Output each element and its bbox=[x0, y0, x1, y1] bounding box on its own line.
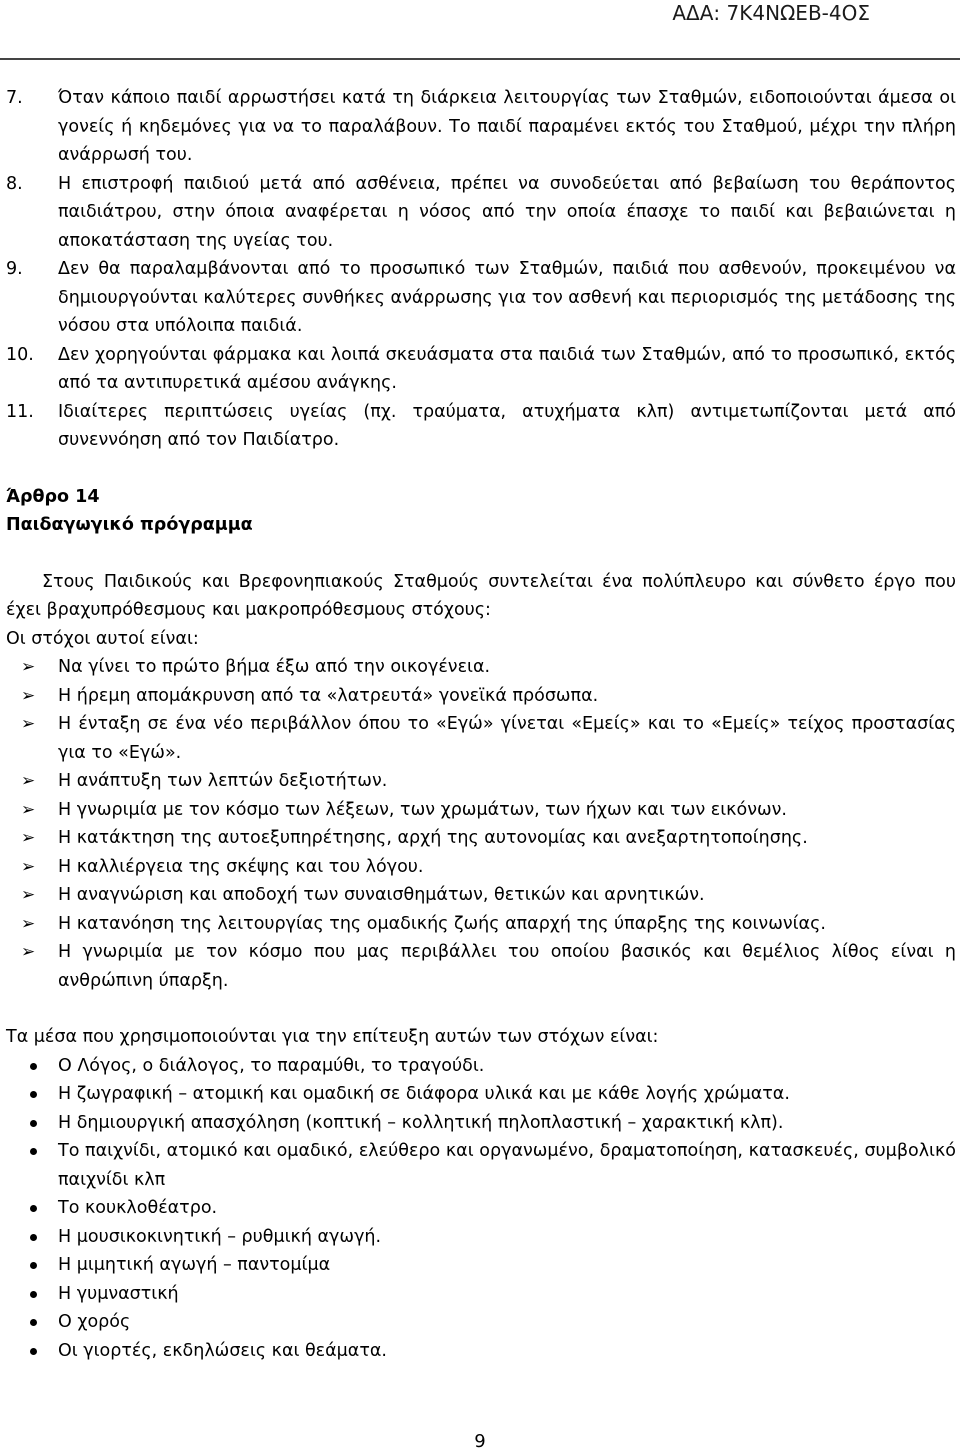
list-item: ➢ Η ήρεμη απομάκρυνση από τα «λατρευτά» γονεϊκά πρόσωπα. bbox=[6, 682, 956, 711]
bullet-dot-icon bbox=[30, 1063, 37, 1070]
list-item: Ο Λόγος, ο διάλογος, το παραμύθι, το τραγούδι. bbox=[6, 1052, 956, 1081]
numbered-item bbox=[6, 84, 956, 170]
arrow-bullet-icon: ➢ bbox=[21, 942, 36, 962]
list-item: Η δημιουργική απασχόληση (κοπτική – κολλητική πηλοπλαστική – χαρακτική κλπ). bbox=[6, 1109, 956, 1138]
bullet-dot-icon bbox=[30, 1262, 37, 1269]
list-item: ➢ Η κατανόηση της λειτουργίας της ομαδικής ζωής απαρχή της ύπαρξης της κοινωνίας. bbox=[6, 910, 956, 939]
means-label: Τα μέσα που χρησιμοποιούνται για την επίτευξη αυτών των στόχων είναι: bbox=[6, 1027, 659, 1047]
numbered-item bbox=[6, 170, 956, 256]
list-item: ➢ Η γνωριμία με τον κόσμο των λέξεων, των χρωμάτων, των ήχων και των εικόνων. bbox=[6, 796, 956, 825]
arrow-bullet-icon: ➢ bbox=[21, 771, 36, 791]
article-subtitle: Παιδαγωγικό πρόγραμμα bbox=[6, 515, 253, 535]
list-item: ➢ Η γνωριμία με τον κόσμο που μας περιβάλλει του οποίου βασικός και θεμέλιος λίθος είναι η ανθρώπινη ύπαρξη. bbox=[6, 938, 956, 995]
document-body bbox=[6, 84, 956, 1365]
list-item: Το κουκλοθέατρο. bbox=[6, 1194, 956, 1223]
bullet-dot-icon bbox=[30, 1148, 37, 1155]
arrow-bullet-icon: ➢ bbox=[21, 913, 36, 934]
arrow-bullet-icon: ➢ bbox=[21, 856, 36, 877]
list-item: ➢ Η κατάκτηση της αυτοεξυπηρέτησης, αρχή της αυτονομίας και ανεξαρτητοποίησης. bbox=[6, 824, 956, 853]
item-number: 7. bbox=[6, 88, 23, 108]
bullet-dot-icon bbox=[30, 1205, 37, 1212]
item-number: 9. bbox=[6, 259, 23, 279]
item-text: Δεν χορηγούνται φάρμακα και λοιπά σκευάσματα στα παιδιά των Σταθμών, από το προσωπικό, εκτός από τα αντιπυρετικά αμέσου ανάγκης. bbox=[58, 344, 956, 393]
bullet-dot-icon bbox=[30, 1120, 37, 1127]
bullet-dot-icon bbox=[30, 1348, 37, 1355]
header-rule bbox=[0, 58, 960, 60]
item-number: 10. bbox=[6, 344, 34, 365]
item-text: Ιδιαίτερες περιπτώσεις υγείας (πχ. τραύματα, ατυχήματα κλπ) αντιμετωπίζονται μετά από συνεννόηση από τον Παιδίατρο. bbox=[58, 401, 956, 450]
item-number: 11. bbox=[6, 401, 34, 422]
article-title: Άρθρο 14 bbox=[6, 486, 100, 507]
list-item: Ο χορός bbox=[6, 1308, 956, 1337]
arrow-bullet-icon: ➢ bbox=[21, 657, 36, 677]
list-item: Η μουσικοκινητική – ρυθμική αγωγή. bbox=[6, 1223, 956, 1252]
list-item: Το παιχνίδι, ατομικό και ομαδικό, ελεύθερο και οργανωμένο, δραματοποίηση, κατασκευές, συμβολικό παιχνίδι κλπ bbox=[6, 1137, 956, 1194]
intro-paragraph: Στους Παιδικούς και Βρεφονηπιακούς Σταθμούς συντελείται ένα πολύπλευρο και σύνθετο έργο που έχει βραχυπρόθεσμους και μακροπρόθεσμους στόχους: bbox=[6, 571, 956, 620]
list-item: ➢ Η καλλιέργεια της σκέψης και του λόγου. bbox=[6, 853, 956, 882]
bullet-dot-icon bbox=[30, 1319, 37, 1326]
item-text: Η επιστροφή παιδιού μετά από ασθένεια, πρέπει να συνοδεύεται από βεβαίωση του θεράποντος παιδιάτρου, στην όποια αναφέρεται η νόσος από την οποία έπασχε το παιδί και βεβαιώνεται η αποκατάσταση της υγείας του. bbox=[58, 173, 956, 251]
arrow-bullet-icon: ➢ bbox=[21, 799, 36, 820]
arrow-bullet-icon: ➢ bbox=[21, 828, 36, 848]
arrow-bullet-icon: ➢ bbox=[21, 885, 36, 905]
item-text: Όταν κάποιο παιδί αρρωστήσει κατά τη διάρκεια λειτουργίας των Σταθμών, ειδοποιούνται άμεσα οι γονείς ή κηδεμόνες για να το παραλάβουν. Το παιδί παραμένει εκτός του Σταθμού, μέχρι την πλήρη ανάρρωσή του. bbox=[58, 88, 956, 165]
list-item: ➢ Η αναγνώριση και αποδοχή των συναισθημάτων, θετικών και αρνητικών. bbox=[6, 881, 956, 910]
arrow-bullet-icon: ➢ bbox=[21, 685, 36, 706]
list-item: Η μιμητική αγωγή – παντομίμα bbox=[6, 1251, 956, 1280]
numbered-item bbox=[6, 255, 956, 341]
arrow-bullet-icon: ➢ bbox=[21, 714, 36, 734]
list-item: ➢ Να γίνει το πρώτο βήμα έξω από την οικογένεια. bbox=[6, 653, 956, 682]
bullet-dot-icon bbox=[30, 1091, 37, 1098]
list-item: Η ζωγραφική – ατομική και ομαδική σε διάφορα υλικά και με κάθε λογής χρώματα. bbox=[6, 1080, 956, 1109]
numbered-item bbox=[6, 341, 956, 398]
page-number: 9 bbox=[474, 1431, 486, 1452]
list-item: Οι γιορτές, εκδηλώσεις και θεάματα. bbox=[6, 1337, 956, 1366]
goals-list bbox=[6, 653, 956, 995]
bullet-dot-icon bbox=[30, 1234, 37, 1241]
item-number: 8. bbox=[6, 173, 23, 194]
numbered-item bbox=[6, 398, 956, 455]
item-text: Δεν θα παραλαμβάνονται από το προσωπικό των Σταθμών, παιδιά που ασθενούν, προκειμένου να δημιουργούνται καλύτερες συνθήκες ανάρρωσης για τον ασθενή και περιορισμός της μετάδοσης της νόσου στα υπόλοιπα παιδιά. bbox=[58, 259, 956, 336]
goals-label: Οι στόχοι αυτοί είναι: bbox=[6, 628, 199, 649]
document-code: ΑΔΑ: 7Κ4ΝΩΕΒ-4ΟΣ bbox=[672, 1, 870, 25]
list-item: ➢ Η ένταξη σε ένα νέο περιβάλλον όπου το «Εγώ» γίνεται «Εμείς» και το «Εμείς» τείχος προστασίας για το «Εγώ». bbox=[6, 710, 956, 767]
bullet-dot-icon bbox=[30, 1291, 37, 1298]
list-item: ➢ Η ανάπτυξη των λεπτών δεξιοτήτων. bbox=[6, 767, 956, 796]
list-item: Η γυμναστική bbox=[6, 1280, 956, 1309]
means-list bbox=[6, 1052, 956, 1366]
